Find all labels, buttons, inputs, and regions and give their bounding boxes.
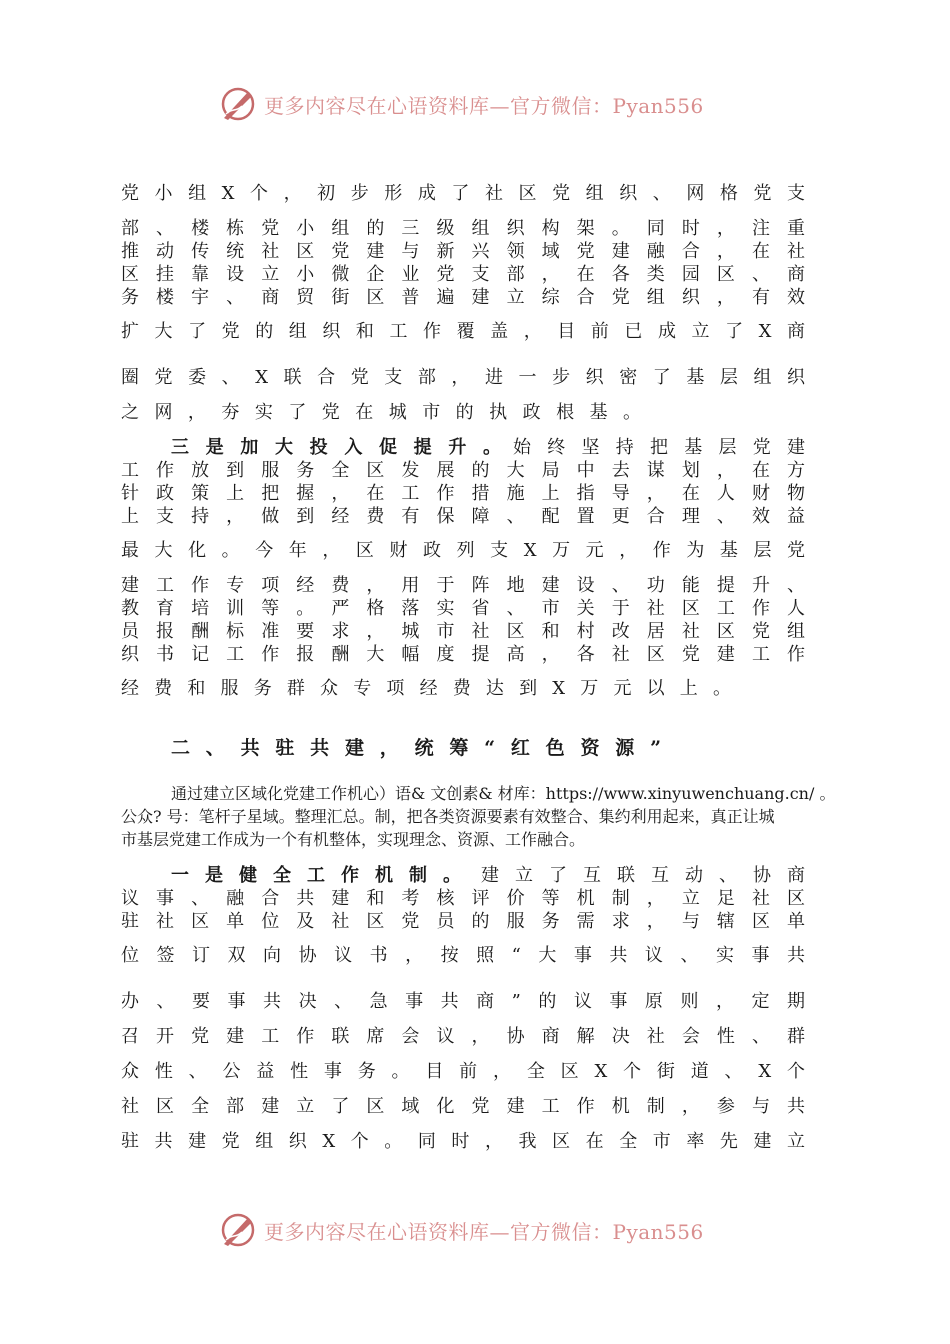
section-heading: 二、共驻共建，统筹“红色资源”	[171, 737, 661, 759]
text-line: 党小组X个，初步形成了社区党组织、网格党支	[121, 183, 805, 204]
footer-watermark	[218, 1210, 738, 1250]
text-line: 区挂靠设立小微企业党支部，在各类园区、商	[121, 264, 805, 285]
lead-bold: 三是加大投入促提升。	[171, 437, 501, 458]
text-line-lead	[171, 436, 805, 460]
text-line: 务楼宇、商贸街区普遍建立综合党组织，有效	[121, 287, 805, 308]
text-line: 社区全部建立了区域化党建工作机制，参与共	[121, 1096, 805, 1117]
lead-rest: 始终坚持把基层党建	[513, 437, 805, 458]
text-line: 召开党建工作联席会议，协商解决社会性、群	[121, 1026, 805, 1047]
watermark-text: 更多内容尽在心语资料库—官方微信：Pyan556	[264, 93, 704, 118]
text-line: 最大化。今年，区财政列支X万元，作为基层党	[121, 540, 805, 561]
text-line: 圈党委、X联合党支部，进一步织密了基层组织	[121, 367, 805, 388]
text-line: 办、要事共决、急事共商”的议事原则，定期	[121, 991, 805, 1012]
text-line: 针政策上把握，在工作措施上指导，在人财物	[121, 483, 805, 504]
watermark-text: 更多内容尽在心语资料库—官方微信：Pyan556	[264, 1219, 704, 1244]
text-line-lead	[171, 864, 805, 888]
text-line: 通过建立区域化党建工作机心）语& 文创素& 材库：https://www.xinyuwenchuang.cn/ 。	[171, 784, 836, 803]
text-line: 众性、公益性事务。目前，全区X个街道、X个	[121, 1061, 805, 1082]
text-line: 市基层党建工作成为一个有机整体，实现理念、资源、工作融合。	[121, 830, 586, 849]
lead-bold: 一是健全工作机制。	[171, 865, 461, 886]
text-line: 上支持，做到经费有保障、配置更合理、效益	[121, 506, 805, 527]
text-line: 建工作专项经费，用于阵地建设、功能提升、	[121, 575, 805, 596]
text-line: 部、楼栋党小组的三级组织构架。同时，注重	[121, 218, 805, 239]
text-line: 位签订双向协议书，按照“大事共议、实事共	[121, 945, 805, 966]
text-line: 之网，夯实了党在城市的执政根基。	[121, 402, 641, 423]
text-line: 教育培训等。严格落实省、市关于社区工作人	[121, 598, 805, 619]
text-line: 织书记工作报酬大幅度提高，各社区党建工作	[121, 644, 805, 665]
text-line: 扩大了党的组织和工作覆盖，目前已成立了X商	[121, 321, 805, 342]
text-line: 经费和服务群众专项经费达到X万元以上。	[121, 678, 731, 699]
text-line: 推动传统社区党建与新兴领域党建融合，在社	[121, 241, 805, 262]
text-line: 工作放到服务全区发展的大局中去谋划，在方	[121, 460, 805, 481]
text-line: 员报酬标准要求，城市社区和村改居社区党组	[121, 621, 805, 642]
pen-logo-icon	[218, 1210, 258, 1250]
text-line: 公众? 号：笔杆子星域。整理汇总。制，把各类资源要素有效整合、集约利用起来，真正让城	[121, 807, 775, 826]
lead-rest: 建立了互联互动、协商	[481, 865, 805, 886]
text-line: 驻共建党组织X个。同时，我区在全市率先建立	[121, 1131, 805, 1152]
text-line: 议事、融合共建和考核评价等机制，立足社区	[121, 888, 805, 909]
text-line: 驻社区单位及社区党员的服务需求，与辖区单	[121, 911, 805, 932]
